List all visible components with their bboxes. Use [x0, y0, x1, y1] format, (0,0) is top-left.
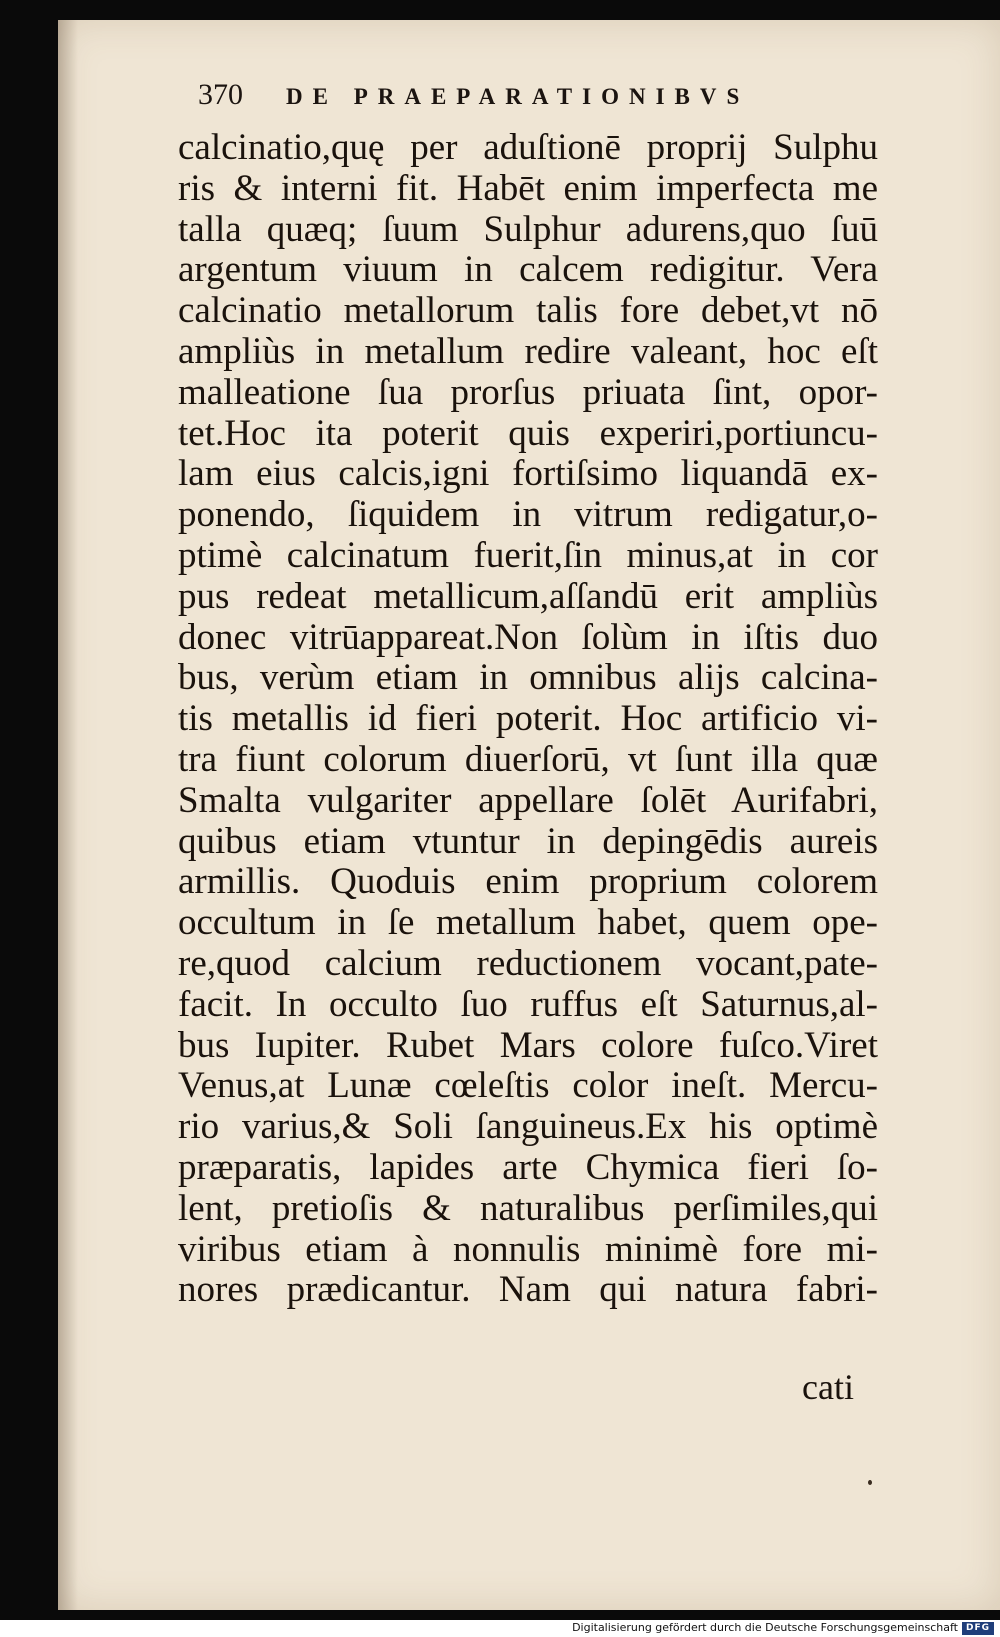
running-head-title: DE PRAEPARATIONIBVS	[286, 84, 750, 109]
text-line: talla quæq; ſuum Sulphur adurens,quo ſuū	[178, 209, 878, 250]
text-line: bus, verùm etiam in omnibus alijs calcina-	[178, 658, 878, 699]
digitization-credit: Digitalisierung gefördert durch die Deutsche Forschungsgemeinschaft	[572, 1621, 958, 1634]
running-head	[198, 78, 858, 112]
text-line: tet.Hoc ita poterit quis experiri,portiuncu-	[178, 413, 878, 454]
catchword: cati	[802, 1367, 854, 1407]
ink-speck	[868, 1480, 872, 1485]
text-line: donec vitrūappareat.Non ſolùm in iſtis duo	[178, 617, 878, 658]
text-line: pus redeat metallicum,aſſandū erit ampliùs	[178, 576, 878, 617]
dfg-logo-icon: DFG	[962, 1622, 994, 1635]
body-text	[178, 128, 878, 1311]
text-line: re,quod calcium reductionem vocant,pate-	[178, 943, 878, 984]
text-line: nores prædicantur. Nam qui natura fabri-	[178, 1270, 878, 1311]
text-line: præparatis, lapides arte Chymica fieri ſo-	[178, 1147, 878, 1188]
text-line: calcinatio metallorum talis fore debet,vt nō	[178, 291, 878, 332]
text-line: ponendo, ſiquidem in vitrum redigatur,o-	[178, 495, 878, 536]
text-line: facit. In occulto ſuo ruffus eſt Saturnus,al-	[178, 984, 878, 1025]
text-line: viribus etiam à nonnulis minimè fore mi-	[178, 1229, 878, 1270]
text-line: lent, pretioſis & naturalibus perſimiles,qui	[178, 1188, 878, 1229]
page-gutter-shadow	[58, 20, 78, 1610]
text-line: argentum viuum in calcem redigitur. Vera	[178, 250, 878, 291]
text-line: calcinatio,quę per aduſtionē proprij Sulphu	[178, 128, 878, 168]
text-line: armillis. Quoduis enim proprium colorem	[178, 862, 878, 903]
page-number: 370	[198, 78, 243, 111]
text-line: quibus etiam vtuntur in depingēdis aureis	[178, 821, 878, 862]
text-line: tra fiunt colorum diuerſorū, vt ſunt illa quæ	[178, 739, 878, 780]
text-line: occultum in ſe metallum habet, quem ope-	[178, 903, 878, 944]
text-line: bus Iupiter. Rubet Mars colore fuſco.Viret	[178, 1025, 878, 1066]
text-line: ampliùs in metallum redire valeant, hoc eſt	[178, 331, 878, 372]
text-line: tis metallis id fieri poterit. Hoc artificio vi-	[178, 699, 878, 740]
digitization-footer	[0, 1620, 1000, 1637]
text-line: lam eius calcis,igni fortiſsimo liquandā ex-	[178, 454, 878, 495]
text-line: ptimè calcinatum fuerit,ſin minus,at in cor	[178, 535, 878, 576]
text-line: Smalta vulgariter appellare ſolēt Aurifabri,	[178, 780, 878, 821]
text-line: ris & interni fit. Habēt enim imperfecta me	[178, 168, 878, 209]
text-line: rio varius,& Soli ſanguineus.Ex his optimè	[178, 1107, 878, 1148]
text-line: Venus,at Lunæ cœleſtis color ineſt. Mercu-	[178, 1066, 878, 1107]
text-line: malleatione ſua prorſus priuata ſint, opor-	[178, 372, 878, 413]
